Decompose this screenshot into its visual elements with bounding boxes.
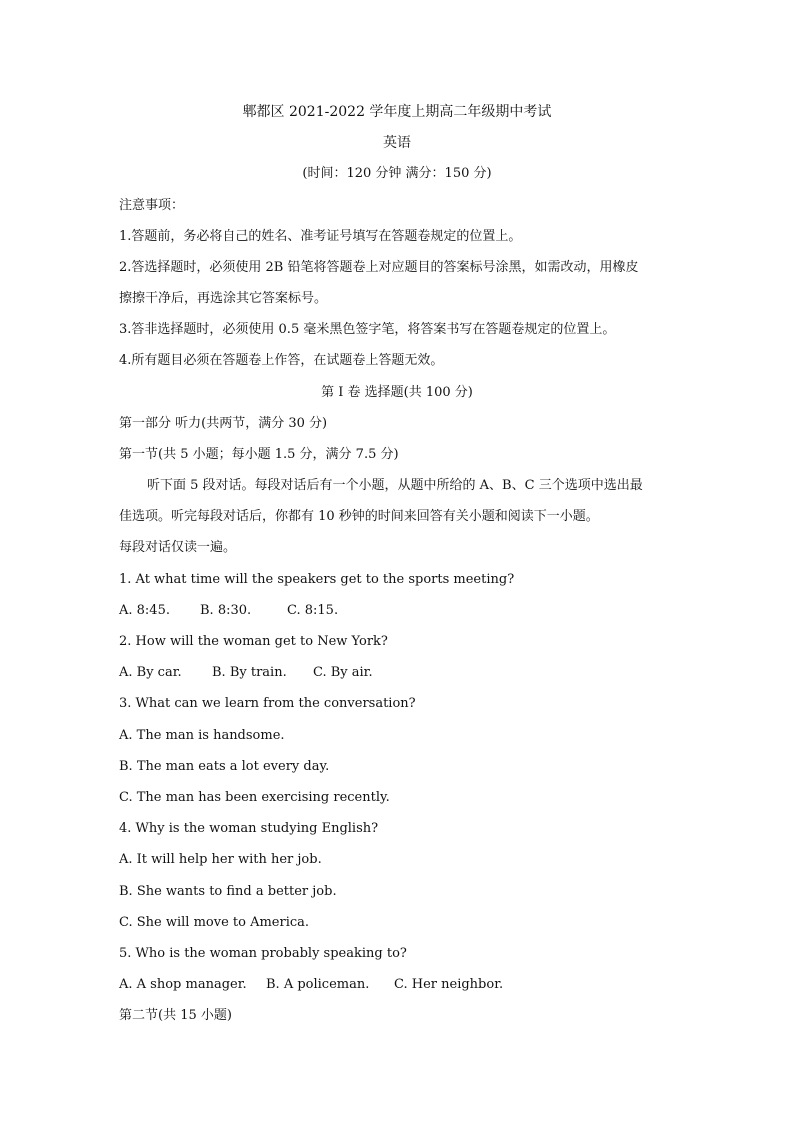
instructions-line-3: 每段对话仅读一遍。 [119,540,237,555]
section-2-heading: 第二节(共 15 小题) [119,1008,232,1023]
question-1-option-c: C. 8:15. [287,603,339,618]
section-1-heading: 第一节(共 5 小题；每小题 1.5 分，满分 7.5 分) [119,447,399,462]
question-4: 4. Why is the woman studying English? [119,821,379,836]
question-2: 2. How will the woman get to New York? [119,634,388,649]
question-3-option-c: C. The man has been exercising recently. [119,790,390,805]
question-1-option-b: B. 8:30. [200,603,252,618]
question-2-option-c: C. By air. [313,665,373,680]
question-5-option-a: A. A shop manager. [119,977,247,992]
note-item-2-line-1: 2.答选择题时，必须使用 2B 铅笔将答题卷上对应题目的答案标号涂黑，如需改动，用橡皮 [119,260,639,275]
question-5: 5. Who is the woman probably speaking to? [119,946,407,961]
question-2-option-b: B. By train. [212,665,287,680]
volume-title: 第 I 卷 选择题(共 100 分) [321,385,473,400]
instructions-line-1: 听下面 5 段对话。每段对话后有一个小题，从题中所给的 A、B、C 三个选项中选出最 [147,478,643,493]
note-item-4: 4.所有题目必须在答题卷上作答，在试题卷上答题无效。 [119,353,444,368]
question-3-option-b: B. The man eats a lot every day. [119,759,330,774]
question-1-option-a: A. 8:45. [119,603,170,618]
question-1: 1. At what time will the speakers get to the sports meeting? [119,572,515,587]
note-item-3: 3.答非选择题时，必须使用 0.5 毫米黑色签字笔，将答案书写在答题卷规定的位置上。 [119,322,616,337]
notes-heading: 注意事项： [119,198,185,213]
question-3: 3. What can we learn from the conversation? [119,696,416,711]
question-5-option-c: C. Her neighbor. [394,977,504,992]
question-2-option-a: A. By car. [119,665,182,680]
time-score-info: (时间：120 分钟 满分：150 分) [302,166,492,181]
question-4-option-b: B. She wants to find a better job. [119,884,337,899]
question-4-option-c: C. She will move to America. [119,915,310,930]
exam-title: 郫都区 2021-2022 学年度上期高二年级期中考试 [242,104,552,120]
subject-title: 英语 [383,135,411,151]
note-item-2-line-2: 擦擦干净后，再选涂其它答案标号。 [119,291,328,306]
question-4-option-a: A. It will help her with her job. [119,852,322,867]
question-5-option-b: B. A policeman. [266,977,370,992]
note-item-1: 1.答题前，务必将自己的姓名、准考证号填写在答题卷规定的位置上。 [119,229,522,244]
question-3-option-a: A. The man is handsome. [119,728,285,743]
part-1-heading: 第一部分 听力(共两节，满分 30 分) [119,416,328,431]
instructions-line-2: 佳选项。听完每段对话后，你都有 10 秒钟的时间来回答有关小题和阅读下一小题。 [119,509,599,524]
